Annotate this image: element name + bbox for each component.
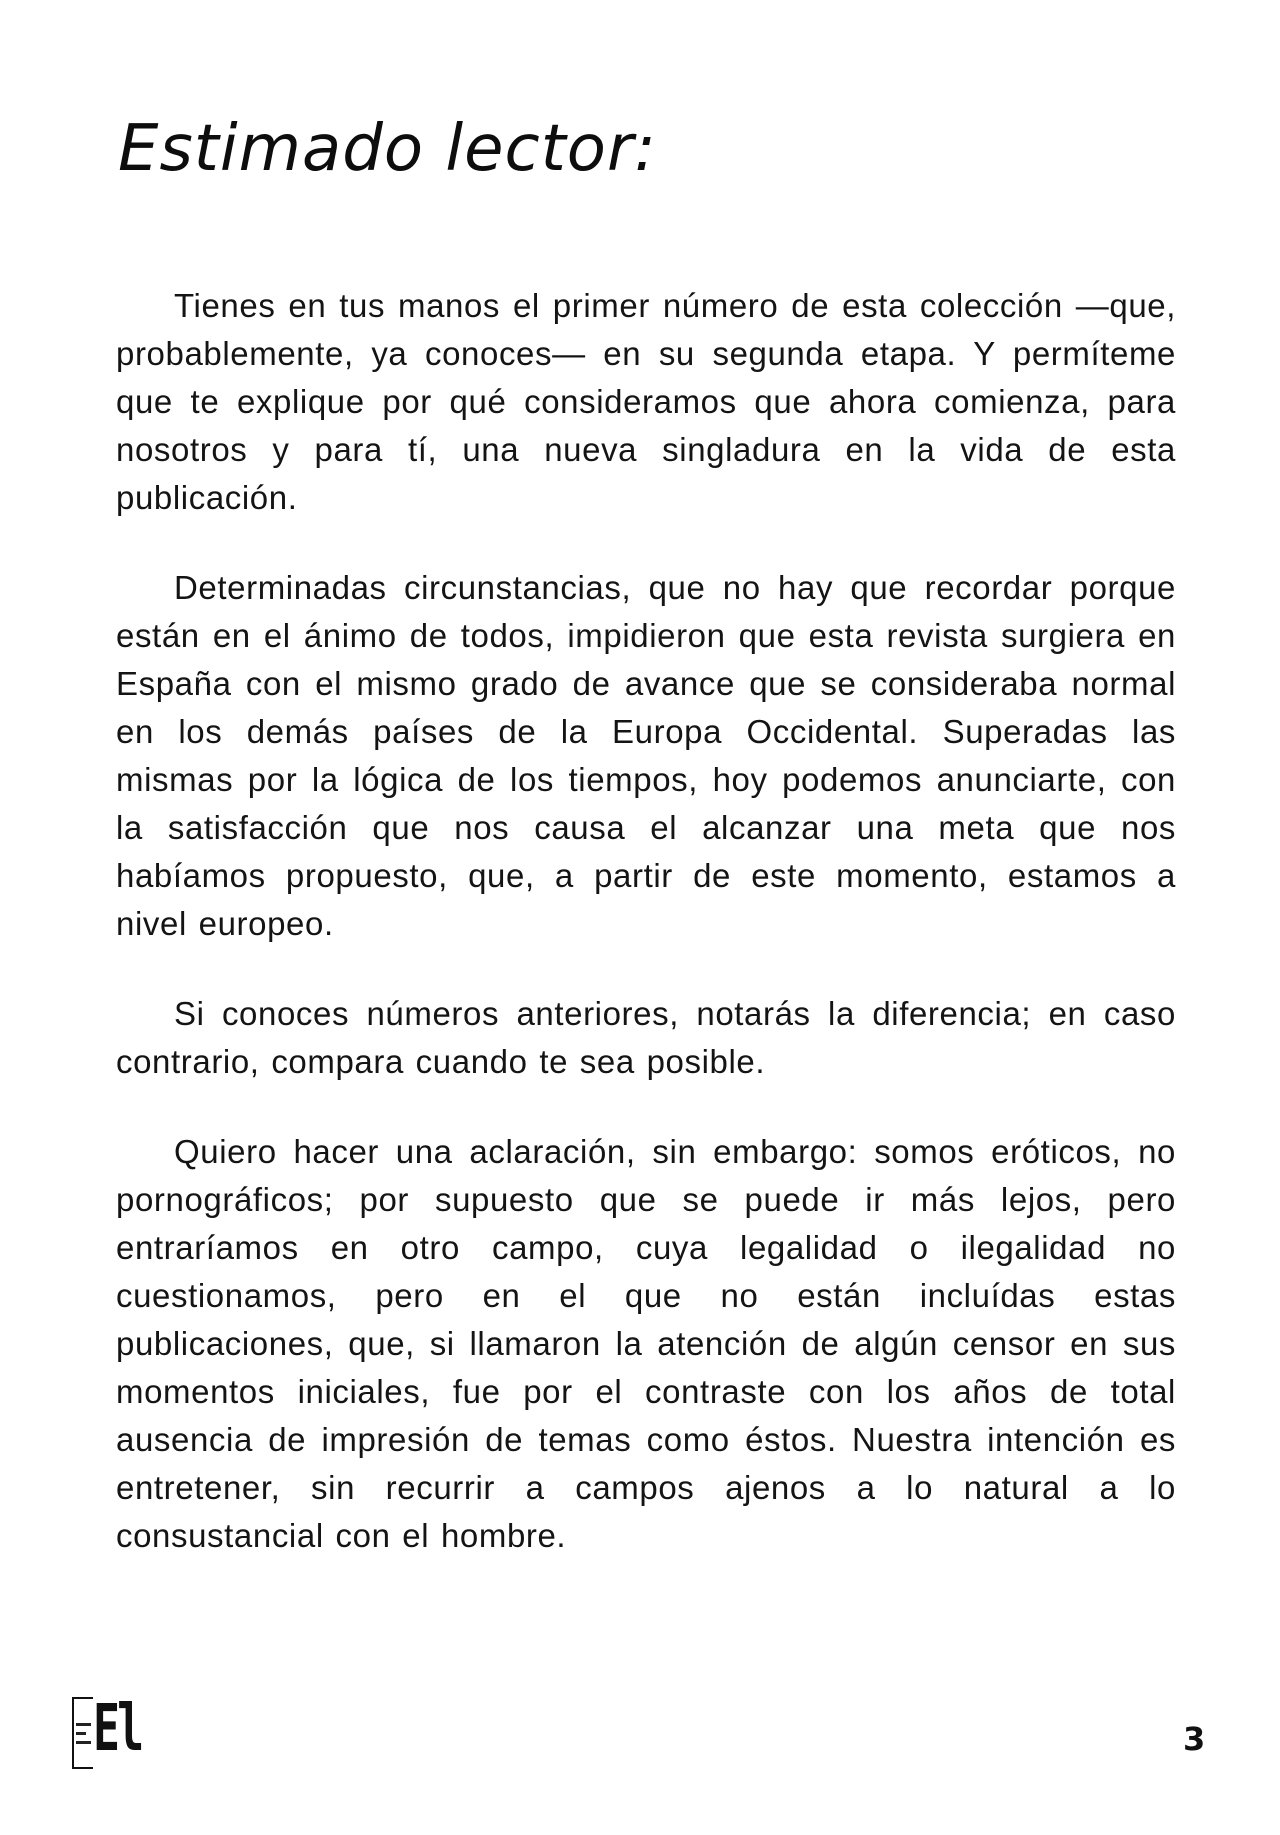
paragraph: Quiero hacer una aclaración, sin embargo: somos eróticos, no pornográficos; por supuesto que se puede ir más lejos, pero entraríamos en otro campo, cuya legalidad o ilegalidad no cuestionamos, pero en el que no están incluídas estas publicaciones, que, si llamaron la atención de algún censor en sus momentos iniciales, fue por el contraste con los años de total ausencia de impresión de temas como éstos. Nuestra intención es entretener, sin recurrir a campos ajenos a lo natural a lo consustancial con el hombre. [116, 1133, 1176, 1554]
paragraph: Tienes en tus manos el primer número de esta colección —que, probablemente, ya conoces— en su segunda etapa. Y permíteme que te explique por qué consideramos que ahora comienza, para nosotros y para tí, una nueva singladura en la vida de esta publicación. [116, 287, 1176, 516]
paragraph: Determinadas circunstancias, que no hay que recordar porque están en el ánimo de todos, impidieron que esta revista surgiera en España con el mismo grado de avance que se consideraba normal en los demás países de la Europa Occidental. Superadas las mismas por la lógica de los tiempos, hoy podemos anunciarte, con la satisfacción que nos causa el alcanzar una meta que nos habíamos propuesto, que, a partir de este momento, estamos a nivel europeo. [116, 569, 1176, 942]
page-number: 3 [1183, 1720, 1206, 1758]
page-title: Estimado lector: [118, 112, 657, 186]
paragraph: Si conoces números anteriores, notarás la diferencia; en caso contrario, compara cuando te sea posible. [116, 995, 1176, 1080]
publisher-logo [72, 1687, 162, 1777]
logo-text: El [92, 1692, 142, 1766]
logo-mark-icon [72, 1697, 93, 1769]
letter-body [116, 282, 1176, 1602]
